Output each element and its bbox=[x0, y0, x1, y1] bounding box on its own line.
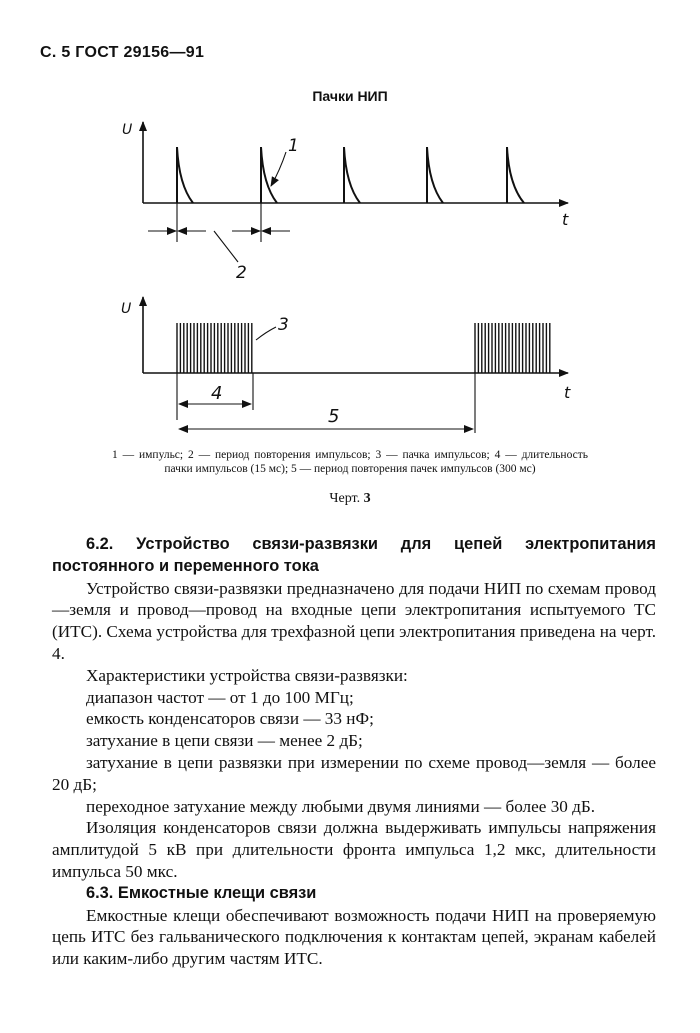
top-x-label: t bbox=[562, 210, 569, 229]
characteristic-item: затухание в цепи развязки при измерении по схеме провод—земля — более 20 дБ; bbox=[52, 752, 656, 794]
characteristic-item: переходное затухание между любыми двумя линиями — более 30 дБ. bbox=[86, 796, 596, 816]
single-pulses bbox=[177, 147, 524, 203]
characteristic-item: емкость конденсаторов связи — 33 нФ; bbox=[86, 709, 374, 729]
figure-title: Пачки НИП bbox=[312, 88, 388, 104]
pulse bbox=[177, 147, 193, 203]
body-text bbox=[52, 534, 656, 970]
bottom-plot bbox=[121, 297, 571, 433]
top-y-label: U bbox=[122, 122, 133, 138]
insulation-paragraph: Изоляция конденсаторов связи должна выдерживать импульсы напряжения амплитудой 5 кВ при длительности фронта импульса 1,2 мкс, длительности импульса 50 мкс. bbox=[52, 818, 656, 881]
figure-label-prefix: Черт. bbox=[329, 491, 361, 506]
pulse-burst bbox=[475, 323, 550, 373]
section-6-3-heading: 6.3. Емкостные клещи связи bbox=[86, 883, 317, 902]
characteristic-item: затухание в цепи связи — менее 2 дБ; bbox=[86, 731, 363, 751]
label-3-leader bbox=[256, 327, 276, 340]
bottom-x-label: t bbox=[564, 383, 571, 402]
figure-label-number: 3 bbox=[363, 491, 371, 506]
pulse-diagram bbox=[0, 0, 700, 440]
label-3: 3 bbox=[278, 315, 289, 335]
label-5: 5 bbox=[328, 406, 340, 427]
pulse bbox=[261, 147, 277, 203]
pulse-burst bbox=[177, 323, 252, 373]
pulse bbox=[507, 147, 524, 203]
label-4: 4 bbox=[211, 383, 223, 404]
top-plot bbox=[122, 122, 569, 283]
characteristic-item: диапазон частот — от 1 до 100 МГц; bbox=[86, 687, 354, 707]
characteristics-intro: Характеристики устройства связи-развязки: bbox=[86, 665, 408, 685]
page-header: С. 5 ГОСТ 29156—91 bbox=[40, 44, 205, 61]
section-6-2-paragraph: Устройство связи-развязки предназначено для подачи НИП по схемам провод—земля и провод—провод на входные цепи электропитания испытуемого ТС (ИТС). Схема устройства для трехфазной цепи электропитания приведена на черт. 4. bbox=[52, 578, 657, 663]
pulse bbox=[344, 147, 360, 203]
figure-label bbox=[0, 491, 700, 507]
section-6-2-heading: 6.2. Устройство связи-развязки для цепей электропитания постоянного и переменного тока bbox=[52, 535, 656, 575]
section-6-3-paragraph: Емкостные клещи обеспечивают возможность подачи НИП на проверяемую цепь ИТС без гальванического подключения к контактам цепей, экранам кабелей или каким-либо другим частям ИТС. bbox=[52, 905, 656, 969]
label-2: 2 bbox=[236, 263, 247, 283]
figure-caption: 1 — импульс; 2 — период повторения импульсов; 3 — пачка импульсов; 4 — длительность пачки импульсов (15 мс); 5 — период повторения пачек импульсов (300 мс) bbox=[112, 449, 588, 475]
label-1-leader bbox=[271, 152, 286, 186]
bottom-y-label: U bbox=[121, 301, 132, 317]
label-2-leader bbox=[214, 231, 238, 262]
label-1: 1 bbox=[288, 136, 299, 156]
pulse bbox=[427, 147, 443, 203]
